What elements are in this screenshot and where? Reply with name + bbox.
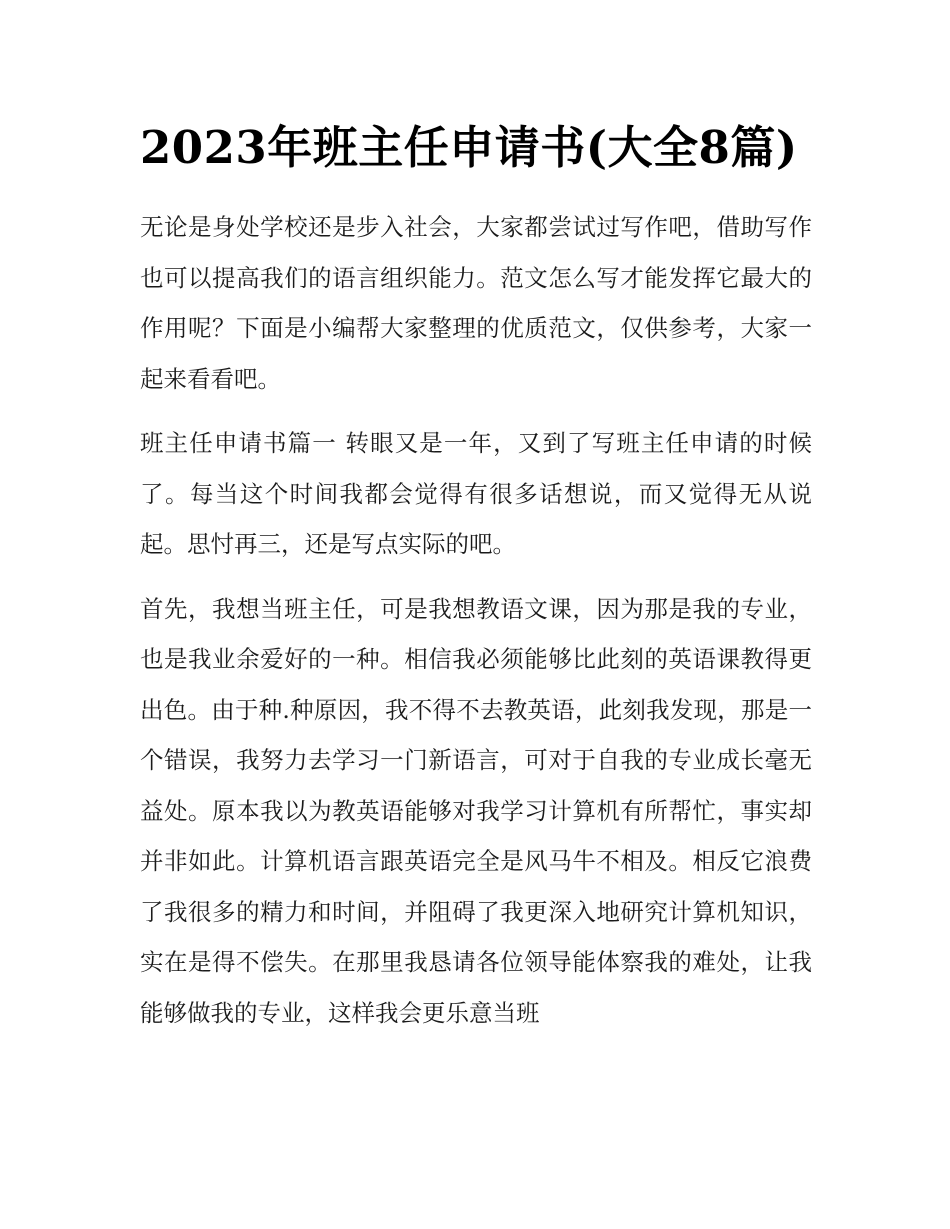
paragraph-intro: 无论是身处学校还是步入社会，大家都尝试过写作吧，借助写作也可以提高我们的语言组织能力。范文怎么写才能发挥它最大的作用呢？下面是小编帮大家整理的优质范文，仅供参考，大家一起来看看吧。 xyxy=(140,213,812,393)
paragraph-article-one-body: 首先，我想当班主任，可是我想教语文课，因为那是我的专业，也是我业余爱好的一种。相信我必须能够比此刻的英语课教得更出色。由于种.种原因，我不得不去教英语，此刻我发现，那是一个错误，我努力去学习一门新语言，可对于自我的专业成长毫无益处。原本我以为教英语能够对我学习计算机有所帮忙，事实却并非如此。计算机语言跟英语完全是风马牛不相及。相反它浪费了我很多的精力和时间，并阻碍了我更深入地研究计算机知识，实在是得不偿失。在那里我恳请各位领导能体察我的难处，让我能够做我的专业，这样我会更乐意当班 xyxy=(140,594,812,1027)
paragraph-article-one-opening: 班主任申请书篇一 转眼又是一年，又到了写班主任申请的时候了。每当这个时间我都会觉得有很多话想说，而又觉得无从说起。思忖再三，还是写点实际的吧。 xyxy=(140,429,812,558)
document-page xyxy=(140,112,812,1038)
document-title: 2023年班主任申请书(大全8篇) xyxy=(140,121,798,174)
